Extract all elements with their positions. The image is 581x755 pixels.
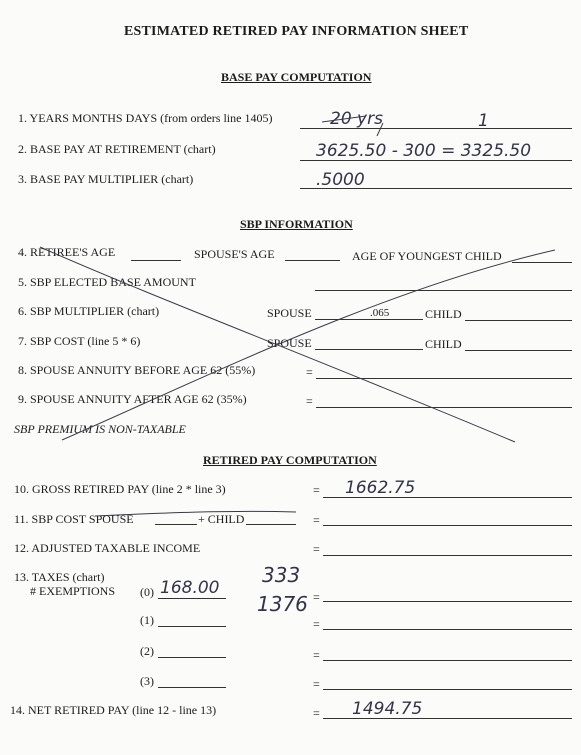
line-8-blank xyxy=(316,378,572,379)
line-11-label: 11. SBP COST SPOUSE xyxy=(14,512,134,526)
line-13-equals-3: = xyxy=(313,677,320,691)
line-4-retiree-blank xyxy=(131,260,181,261)
line-13-equals-0: = xyxy=(313,590,320,604)
exemption-3-blank xyxy=(158,687,226,688)
sbp-premium-note: SBP PREMIUM IS NON-TAXABLE xyxy=(14,422,186,436)
line-2-label: 2. BASE PAY AT RETIREMENT (chart) xyxy=(18,142,216,156)
line-5-label: 5. SBP ELECTED BASE AMOUNT xyxy=(18,275,196,289)
section-base-pay: BASE PAY COMPUTATION xyxy=(221,70,372,84)
hw-years: 20 yrs xyxy=(330,109,383,129)
line-13-exemptions: # EXEMPTIONS xyxy=(30,584,116,598)
line-11-equals: = xyxy=(313,513,320,527)
exemption-1: (1) xyxy=(140,613,154,627)
line-11-spouse-blank xyxy=(155,524,197,525)
line-6-child: CHILD xyxy=(425,307,462,321)
line-12-equals: = xyxy=(313,542,320,556)
line-6-spouse-value: .065 xyxy=(370,307,390,319)
line-8-label: 8. SPOUSE ANNUITY BEFORE AGE 62 (55%) xyxy=(18,363,256,377)
exemption-2: (2) xyxy=(140,644,154,658)
hw-basepay: 3625.50 - 300 = 3325.50 xyxy=(316,141,532,161)
line-11-child-blank xyxy=(246,524,296,525)
line-4-spouse-age: SPOUSE'S AGE xyxy=(194,247,275,261)
hw-multiplier: .5000 xyxy=(316,170,365,190)
line-6-label: 6. SBP MULTIPLIER (chart) xyxy=(18,304,160,318)
line-14-equals: = xyxy=(313,706,320,720)
exemption-0: (0) xyxy=(140,585,154,599)
hw-days: 1 xyxy=(478,111,489,131)
line-6-spouse-blank xyxy=(315,319,423,320)
line-7-child: CHILD xyxy=(425,337,462,351)
line-4-child-blank xyxy=(512,262,572,263)
line-5-blank xyxy=(315,290,572,291)
line-7-spouse: SPOUSE xyxy=(267,336,312,350)
line-12-blank xyxy=(323,555,572,556)
line-3-label: 3. BASE PAY MULTIPLIER (chart) xyxy=(18,172,194,186)
hw-side-2: 1376 xyxy=(257,592,308,616)
line-6-spouse: SPOUSE xyxy=(267,306,312,320)
line-4-youngest-child: AGE OF YOUNGEST CHILD xyxy=(352,249,502,263)
exemption-0-blank xyxy=(158,598,226,599)
hw-tax0: 168.00 xyxy=(160,578,220,598)
hw-gross: 1662.75 xyxy=(345,478,416,498)
line-9-blank xyxy=(316,407,572,408)
line-9-label: 9. SPOUSE ANNUITY AFTER AGE 62 (35%) xyxy=(18,392,247,406)
exemption-1-blank xyxy=(158,626,226,627)
line-9-equals: = xyxy=(306,394,313,408)
line-4-spouse-blank xyxy=(285,260,340,261)
line-8-equals: = xyxy=(306,365,313,379)
line-7-spouse-blank xyxy=(315,349,423,350)
line-7-label: 7. SBP COST (line 5 * 6) xyxy=(18,334,141,348)
line-10-label: 10. GROSS RETIRED PAY (line 2 * line 3) xyxy=(14,482,226,496)
hw-side-1: 333 xyxy=(262,563,301,587)
line-13-blank-3 xyxy=(323,689,572,690)
line-10-equals: = xyxy=(313,483,320,497)
line-14-label: 14. NET RETIRED PAY (line 12 - line 13) xyxy=(10,703,217,717)
line-13-equals-1: = xyxy=(313,617,320,631)
line-13-blank-2 xyxy=(323,660,572,661)
line-13-blank-0 xyxy=(323,601,572,602)
line-12-label: 12. ADJUSTED TAXABLE INCOME xyxy=(14,541,201,555)
page-title: ESTIMATED RETIRED PAY INFORMATION SHEET xyxy=(124,24,469,39)
hw-net: 1494.75 xyxy=(352,699,423,719)
line-6-child-blank xyxy=(465,320,572,321)
line-13-equals-2: = xyxy=(313,648,320,662)
exemption-3: (3) xyxy=(140,674,154,688)
line-7-child-blank xyxy=(465,350,572,351)
line-1-label: 1. YEARS MONTHS DAYS (from orders line 1405) xyxy=(18,111,273,125)
section-retired-pay: RETIRED PAY COMPUTATION xyxy=(203,453,377,467)
line-13-label: 13. TAXES (chart) xyxy=(14,570,105,584)
section-sbp: SBP INFORMATION xyxy=(240,217,353,231)
line-13-blank-1 xyxy=(323,629,572,630)
exemption-2-blank xyxy=(158,657,226,658)
line-11-child: + CHILD xyxy=(198,512,245,526)
line-11-blank xyxy=(323,525,572,526)
line-4-label: 4. RETIREE'S AGE xyxy=(18,245,116,259)
